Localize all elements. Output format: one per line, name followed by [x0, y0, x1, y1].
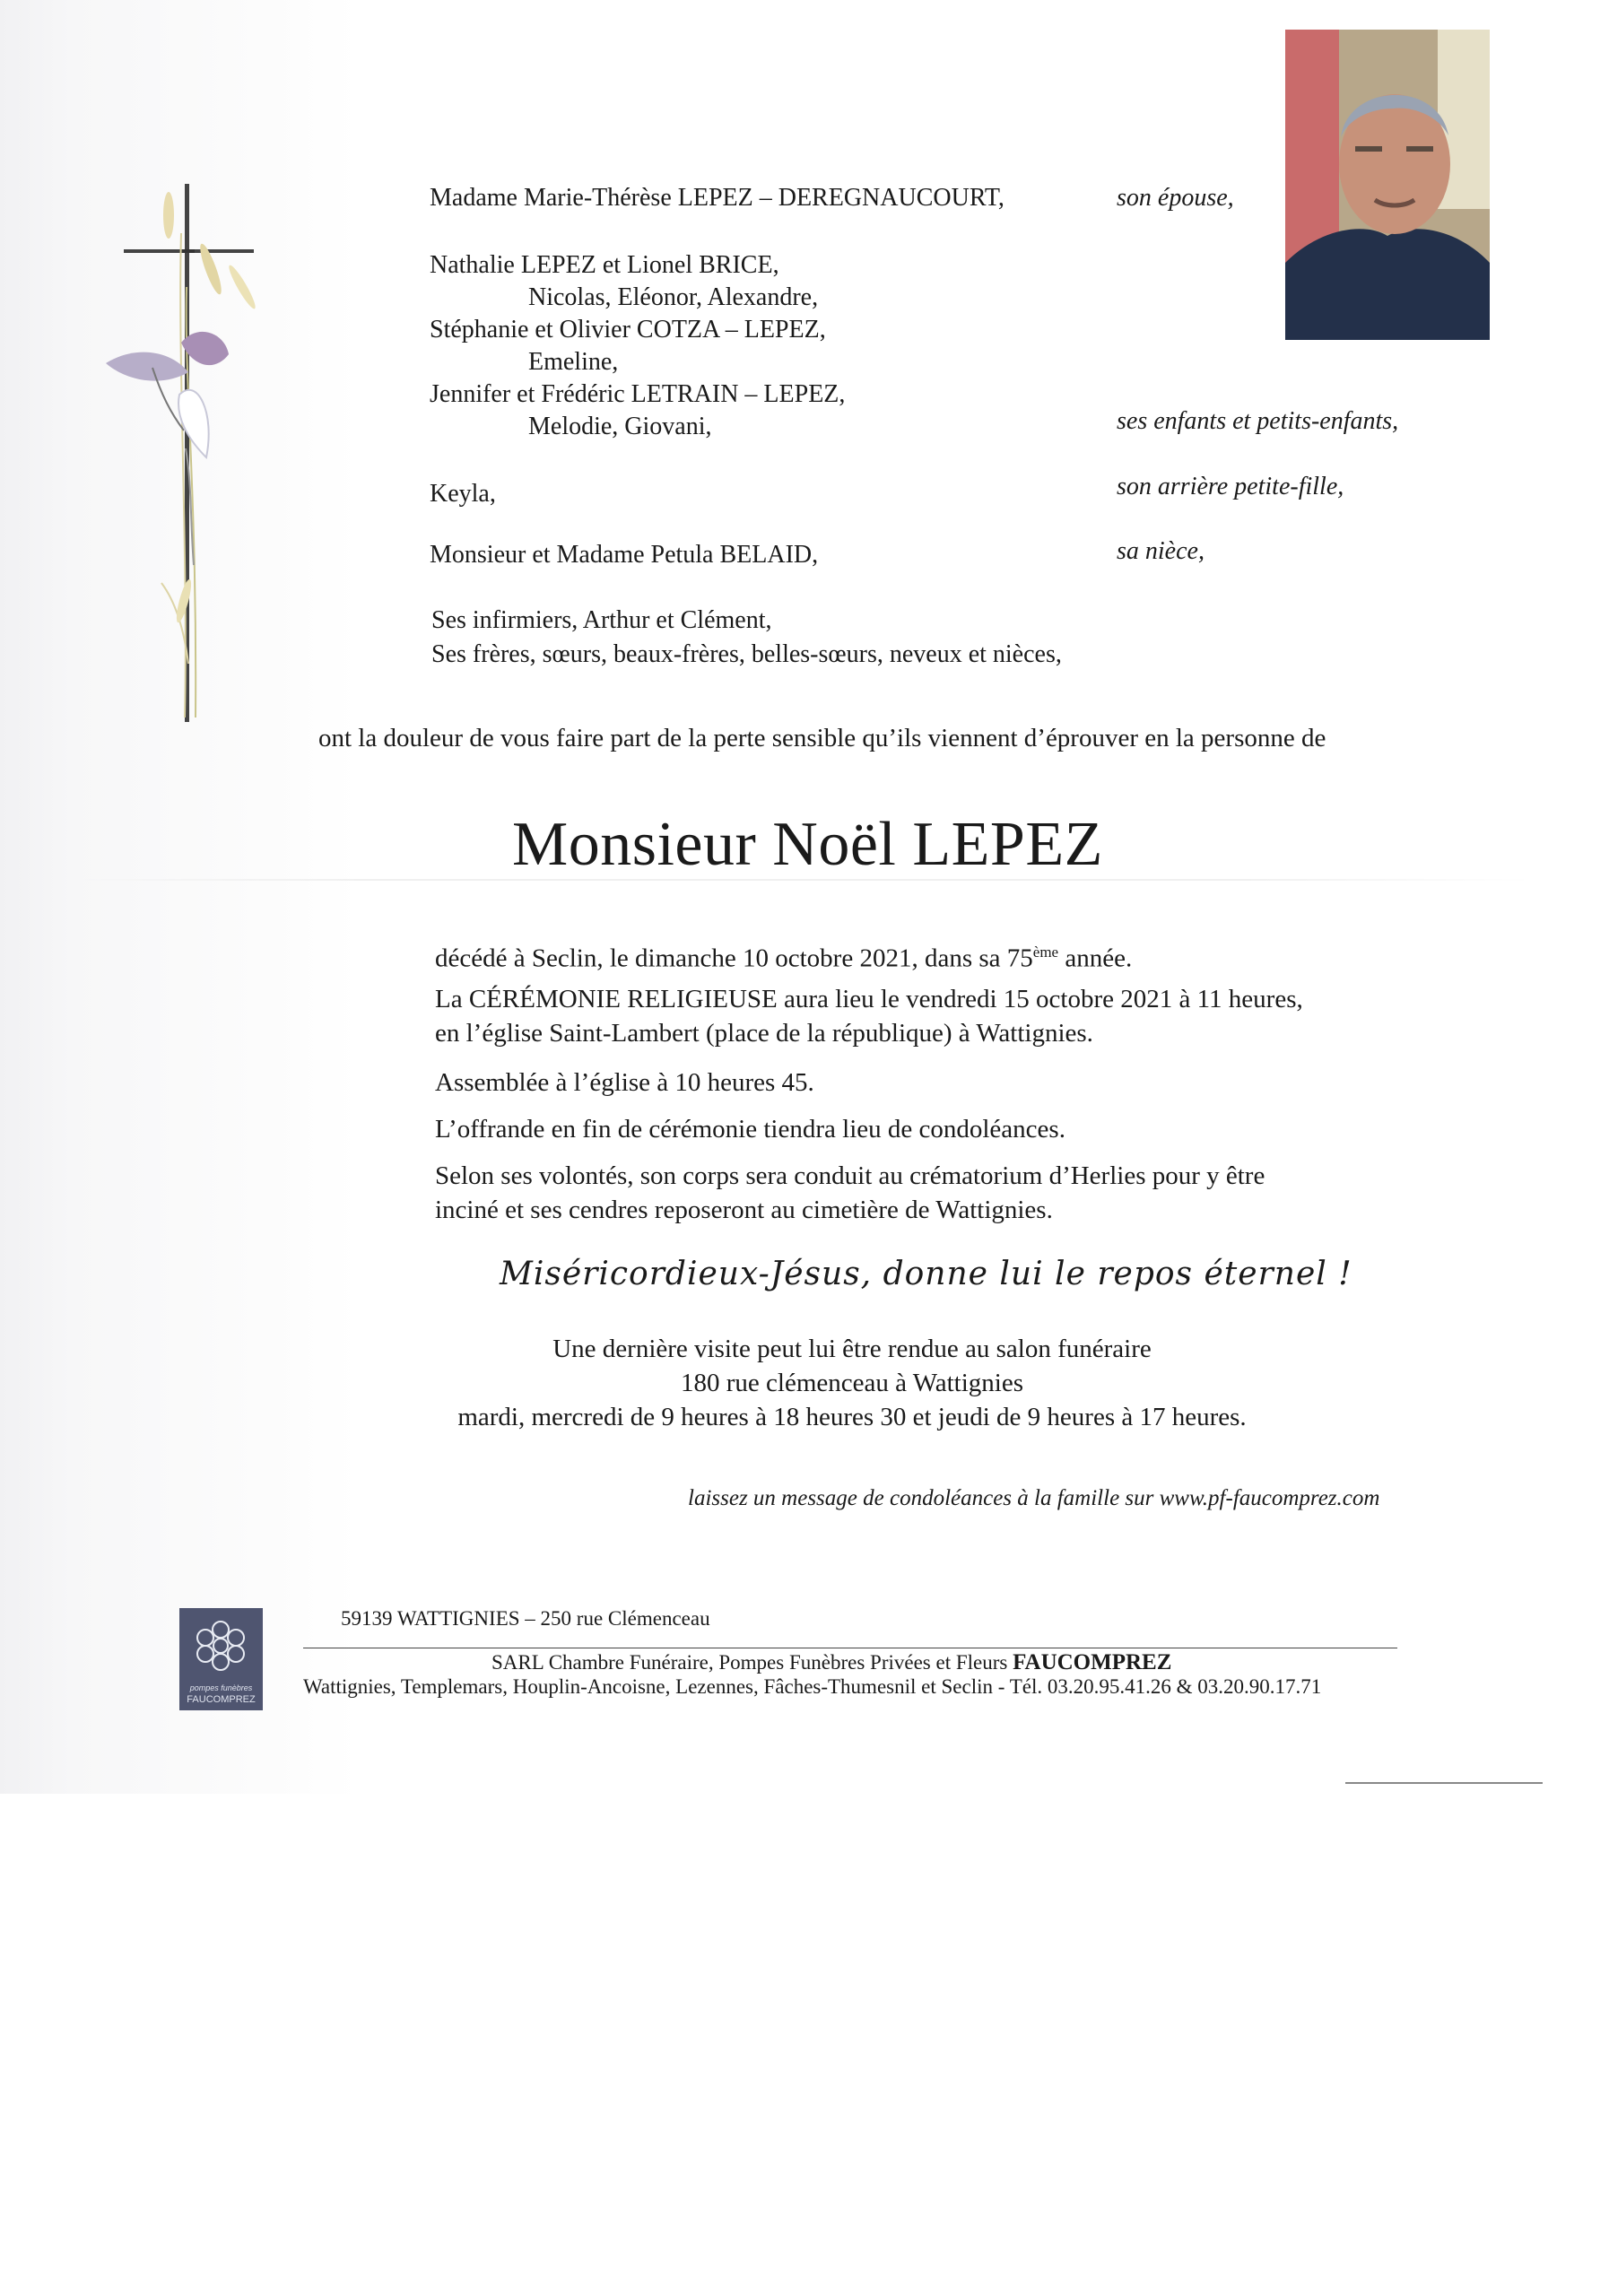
family-role: ses enfants et petits-enfants, — [1117, 407, 1399, 435]
family-member: Ses infirmiers, Arthur et Clément, — [431, 606, 772, 634]
family-member: Nicolas, Eléonor, Alexandre, — [528, 283, 819, 311]
logo-name: FAUCOMPREZ — [187, 1694, 256, 1705]
cross-lily-icon — [99, 179, 278, 735]
visit-hours: mardi, mercredi de 9 heures à 18 heures 30 et jeudi de 9 heures à 17 heures. — [457, 1403, 1247, 1431]
family-member: Stéphanie et Olivier COTZA – LEPEZ, — [430, 316, 826, 344]
edge-line — [1345, 1782, 1543, 1784]
family-member: Nathalie LEPEZ et Lionel BRICE, — [430, 251, 779, 279]
family-member: Jennifer et Frédéric LETRAIN – LEPEZ, — [430, 380, 846, 408]
footer-address: 59139 WATTIGNIES – 250 rue Clémenceau — [341, 1607, 710, 1630]
family-role: sa nièce, — [1117, 537, 1205, 565]
wishes-info: Selon ses volontés, son corps sera conduit au crématorium d’Herlies pour y être — [435, 1161, 1265, 1190]
family-member: Keyla, — [430, 480, 496, 508]
family-member: Madame Marie-Thérèse LEPEZ – DEREGNAUCOURT, — [430, 184, 1005, 212]
visit-address: 180 rue clémenceau à Wattignies — [680, 1369, 1024, 1397]
ceremony-info: La CÉRÉMONIE RELIGIEUSE aura lieu le vendredi 15 octobre 2021 à 11 heures, — [435, 985, 1303, 1013]
ceremony-place: en l’église Saint-Lambert (place de la république) à Wattignies. — [435, 1019, 1093, 1048]
family-member: Melodie, Giovani, — [528, 413, 712, 440]
footer-towns: Wattignies, Templemars, Houplin-Ancoisne, Lezennes, Fâches-Thumesnil et Seclin - Tél. 03.20.95.41.26 & 03.20.90.17.71 — [303, 1675, 1322, 1698]
footer-company: SARL Chambre Funéraire, Pompes Funèbres Privées et Fleurs FAUCOMPREZ — [491, 1650, 1172, 1674]
family-member: Emeline, — [528, 348, 619, 376]
prayer: Miséricordieux-Jésus, donne lui le repos éternel ! — [500, 1256, 1352, 1292]
online-condolences: laissez un message de condoléances à la famille sur www.pf-faucomprez.com — [688, 1486, 1380, 1510]
family-role: son épouse, — [1117, 184, 1234, 212]
offering-info: L’offrande en fin de cérémonie tiendra lieu de condoléances. — [435, 1115, 1065, 1144]
deceased-name: Monsieur Noël LEPEZ — [512, 810, 1103, 879]
family-member: Ses frères, sœurs, beaux-frères, belles-sœurs, neveux et nièces, — [431, 640, 1062, 668]
deceased-photo — [1285, 30, 1490, 340]
logo-tagline: pompes funèbres — [189, 1683, 253, 1692]
family-role: son arrière petite-fille, — [1117, 473, 1344, 500]
announcement: ont la douleur de vous faire part de la perte sensible qu’ils viennent d’éprouver en la personne de — [318, 724, 1326, 752]
flower-logo-icon — [179, 1608, 263, 1710]
family-member: Monsieur et Madame Petula BELAID, — [430, 541, 819, 569]
death-info: décédé à Seclin, le dimanche 10 octobre 2021, dans sa 75ème année. — [435, 944, 1133, 973]
assembly-info: Assemblée à l’église à 10 heures 45. — [435, 1068, 814, 1097]
visit-line: Une dernière visite peut lui être rendue au salon funéraire — [552, 1335, 1152, 1363]
wishes-info: inciné et ses cendres reposeront au cimetière de Wattignies. — [435, 1196, 1053, 1224]
